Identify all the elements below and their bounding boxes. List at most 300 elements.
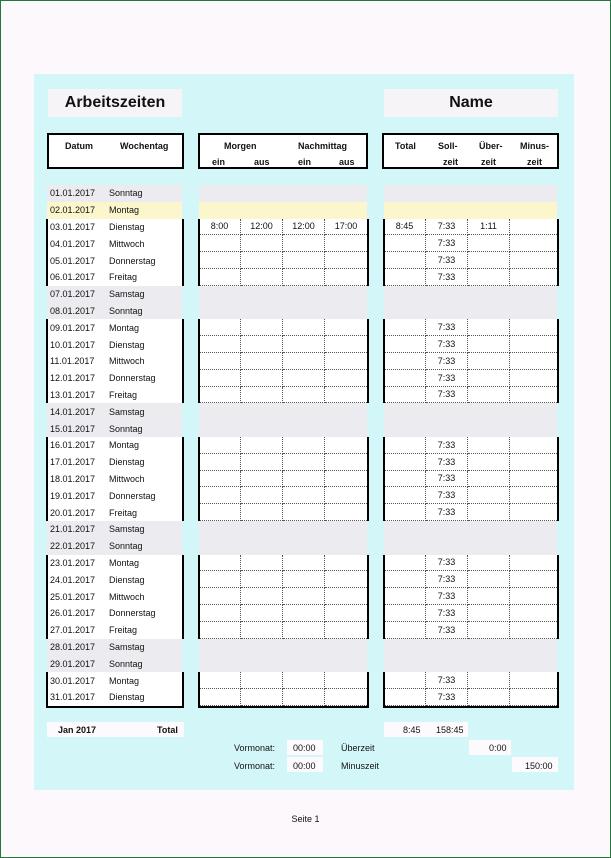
time-cell-m-in[interactable] xyxy=(199,353,241,370)
summary-cell-total: 8:45 xyxy=(384,219,426,236)
summary-cell-ueber xyxy=(468,622,510,639)
header-summary-block xyxy=(382,133,559,169)
row-weekday: Samstag xyxy=(109,289,145,300)
time-cell-m-out[interactable] xyxy=(241,353,283,370)
time-cell-m-in[interactable] xyxy=(199,672,241,689)
row-weekday: Mittwoch xyxy=(109,238,145,249)
table-bottom-border xyxy=(383,706,559,708)
summary-cell-soll: 7:33 xyxy=(426,672,468,689)
summary-row xyxy=(384,655,557,672)
time-cell-a-out[interactable] xyxy=(325,689,367,706)
time-cell-a-in[interactable] xyxy=(283,487,325,504)
date-row xyxy=(47,370,182,387)
row-date: 05.01.2017 xyxy=(50,255,96,266)
summary-total-label: Total xyxy=(157,725,178,735)
group-border xyxy=(46,672,48,706)
summary-cell-total xyxy=(384,487,426,504)
time-cell-m-in[interactable] xyxy=(199,504,241,521)
time-cell-a-in[interactable] xyxy=(283,672,325,689)
time-cell-m-out[interactable] xyxy=(241,689,283,706)
time-cell-m-in[interactable] xyxy=(199,336,241,353)
row-weekday: Dienstag xyxy=(109,221,145,232)
time-row xyxy=(199,639,367,656)
row-weekday: Dienstag xyxy=(109,574,145,585)
date-row xyxy=(47,403,182,420)
group-border xyxy=(557,672,559,706)
summary-cell-ueber xyxy=(468,387,510,404)
time-cell-a-in[interactable] xyxy=(283,504,325,521)
row-weekday: Donnerstag xyxy=(109,255,156,266)
summary-cell-soll: 7:33 xyxy=(426,504,468,521)
summary-cell-minus xyxy=(510,588,557,605)
group-border xyxy=(198,219,200,286)
summary-cell-soll: 7:33 xyxy=(426,571,468,588)
summary-cell-total xyxy=(384,672,426,689)
summary-cell-ueber xyxy=(468,504,510,521)
summary-soll-value: 158:45 xyxy=(436,725,464,735)
summary-cell-total xyxy=(384,605,426,622)
group-border xyxy=(182,555,184,639)
time-cell-m-out[interactable] xyxy=(241,487,283,504)
summary-cell-ueber xyxy=(468,588,510,605)
time-row xyxy=(199,538,367,555)
summary-cell-ueber xyxy=(468,689,510,706)
date-row xyxy=(47,689,182,706)
summary-cell-minus xyxy=(510,504,557,521)
summary-cell-total xyxy=(384,571,426,588)
time-cell-m-in[interactable] xyxy=(199,387,241,404)
summary-cell-minus xyxy=(510,471,557,488)
time-cell-m-out[interactable] xyxy=(241,269,283,286)
vormonat-value-1: 00:00 xyxy=(293,743,316,753)
time-cell-m-out[interactable] xyxy=(241,252,283,269)
summary-cell-minus xyxy=(510,387,557,404)
time-cell-a-in[interactable] xyxy=(283,353,325,370)
row-date: 09.01.2017 xyxy=(50,322,96,333)
time-cell-a-out[interactable]: 17:00 xyxy=(325,219,367,236)
row-weekday: Mittwoch xyxy=(109,356,145,367)
row-date: 07.01.2017 xyxy=(50,289,96,300)
summary-row xyxy=(384,538,557,555)
summary-cell-soll: 7:33 xyxy=(426,487,468,504)
date-row xyxy=(47,235,182,252)
row-weekday: Mittwoch xyxy=(109,473,145,484)
time-cell-m-out[interactable] xyxy=(241,571,283,588)
date-row xyxy=(47,487,182,504)
summary-cell-ueber xyxy=(468,370,510,387)
row-date: 18.01.2017 xyxy=(50,473,96,484)
group-border xyxy=(383,437,385,521)
row-date: 22.01.2017 xyxy=(50,541,96,552)
date-row xyxy=(47,185,182,202)
summary-cell-minus xyxy=(510,353,557,370)
row-date: 17.01.2017 xyxy=(50,457,96,468)
summary-cell-soll: 7:33 xyxy=(426,252,468,269)
summary-cell-minus xyxy=(510,689,557,706)
vormonat-label-2: Vormonat: xyxy=(234,761,276,771)
date-row xyxy=(47,303,182,320)
time-cell-m-in[interactable] xyxy=(199,235,241,252)
time-cell-m-out[interactable] xyxy=(241,454,283,471)
date-row xyxy=(47,202,182,219)
row-date: 30.01.2017 xyxy=(50,675,96,686)
summary-cell-total xyxy=(384,555,426,572)
row-date: 11.01.2017 xyxy=(50,356,95,367)
header-minus: Minus- xyxy=(520,141,549,151)
date-row xyxy=(47,353,182,370)
summary-cell-minus xyxy=(510,672,557,689)
summary-cell-total xyxy=(384,370,426,387)
time-cell-m-out[interactable] xyxy=(241,319,283,336)
row-date: 01.01.2017 xyxy=(50,188,96,199)
summary-cell-minus xyxy=(510,571,557,588)
row-date: 08.01.2017 xyxy=(50,305,96,316)
time-cell-m-in[interactable]: 8:00 xyxy=(199,219,241,236)
date-row xyxy=(47,555,182,572)
group-border xyxy=(198,672,200,706)
row-weekday: Donnerstag xyxy=(109,373,156,384)
time-row xyxy=(199,303,367,320)
row-date: 19.01.2017 xyxy=(50,490,96,501)
summary-cell-total xyxy=(384,387,426,404)
time-cell-a-out[interactable] xyxy=(325,370,367,387)
summary-row xyxy=(384,303,557,320)
time-cell-m-in[interactable] xyxy=(199,555,241,572)
summary-cell-soll: 7:33 xyxy=(426,437,468,454)
header-ein-2: ein xyxy=(298,157,312,167)
time-cell-m-out[interactable] xyxy=(241,672,283,689)
group-border xyxy=(557,437,559,521)
time-cell-m-out[interactable]: 12:00 xyxy=(241,219,283,236)
date-row xyxy=(47,454,182,471)
group-border xyxy=(182,437,184,521)
time-cell-m-in[interactable] xyxy=(199,252,241,269)
time-cell-a-out[interactable] xyxy=(325,269,367,286)
time-cell-a-out[interactable] xyxy=(325,588,367,605)
summary-cell-ueber xyxy=(468,672,510,689)
row-date: 10.01.2017 xyxy=(50,339,96,350)
summary-cell-soll: 7:33 xyxy=(426,219,468,236)
time-cell-a-in[interactable] xyxy=(283,689,325,706)
group-border xyxy=(182,219,184,286)
summary-cell-minus xyxy=(510,252,557,269)
summary-cell-total xyxy=(384,252,426,269)
time-row xyxy=(199,202,367,219)
header-total: Total xyxy=(395,141,416,151)
summary-cell-total xyxy=(384,588,426,605)
row-weekday: Montag xyxy=(109,322,140,333)
summary-cell-soll: 7:33 xyxy=(426,336,468,353)
row-date: 15.01.2017 xyxy=(50,423,96,434)
row-weekday: Montag xyxy=(109,205,140,216)
time-cell-m-out[interactable] xyxy=(241,387,283,404)
summary-cell-soll: 7:33 xyxy=(426,353,468,370)
time-cell-a-in[interactable] xyxy=(283,235,325,252)
summary-cell-minus xyxy=(510,555,557,572)
summary-cell-ueber xyxy=(468,437,510,454)
time-cell-a-in[interactable] xyxy=(283,252,325,269)
time-cell-m-out[interactable] xyxy=(241,471,283,488)
time-cell-m-in[interactable] xyxy=(199,269,241,286)
minuszeit-label: Minuszeit xyxy=(341,761,380,771)
summary-cell-minus xyxy=(510,454,557,471)
time-cell-a-in[interactable] xyxy=(283,454,325,471)
header-ueber: Über- xyxy=(479,141,503,151)
summary-cell-ueber xyxy=(468,252,510,269)
group-border xyxy=(383,555,385,639)
summary-cell-minus xyxy=(510,269,557,286)
row-weekday: Dienstag xyxy=(109,692,145,703)
time-cell-m-out[interactable] xyxy=(241,437,283,454)
row-weekday: Mittwoch xyxy=(109,591,145,602)
time-row xyxy=(199,286,367,303)
summary-cell-minus xyxy=(510,336,557,353)
group-border xyxy=(367,672,369,706)
date-row xyxy=(47,387,182,404)
date-row xyxy=(47,269,182,286)
summary-cell-total xyxy=(384,504,426,521)
time-cell-m-in[interactable] xyxy=(199,437,241,454)
time-cell-m-out[interactable] xyxy=(241,370,283,387)
time-cell-a-out[interactable] xyxy=(325,387,367,404)
time-cell-m-in[interactable] xyxy=(199,370,241,387)
time-cell-a-out[interactable] xyxy=(325,319,367,336)
time-cell-m-out[interactable] xyxy=(241,588,283,605)
time-cell-a-out[interactable] xyxy=(325,252,367,269)
date-row xyxy=(47,252,182,269)
summary-cell-soll: 7:33 xyxy=(426,605,468,622)
summary-cell-ueber xyxy=(468,571,510,588)
date-row xyxy=(47,655,182,672)
time-cell-a-out[interactable] xyxy=(325,487,367,504)
group-border xyxy=(182,319,184,403)
row-date: 20.01.2017 xyxy=(50,507,96,518)
summary-cell-soll: 7:33 xyxy=(426,689,468,706)
summary-row xyxy=(384,286,557,303)
table-bottom-border xyxy=(198,706,369,708)
row-weekday: Freitag xyxy=(109,625,138,636)
summary-row xyxy=(384,521,557,538)
row-date: 27.01.2017 xyxy=(50,625,96,636)
summary-cell-ueber xyxy=(468,487,510,504)
summary-row xyxy=(384,639,557,656)
sheet-title: Arbeitszeiten xyxy=(48,89,182,117)
row-weekday: Donnerstag xyxy=(109,490,156,501)
time-cell-m-in[interactable] xyxy=(199,571,241,588)
time-cell-a-in[interactable] xyxy=(283,588,325,605)
summary-cell-total xyxy=(384,454,426,471)
summary-cell-total xyxy=(384,622,426,639)
row-weekday: Sonntag xyxy=(109,541,143,552)
time-cell-a-in[interactable] xyxy=(283,370,325,387)
header-time-block xyxy=(198,133,368,169)
summary-cell-ueber xyxy=(468,605,510,622)
time-cell-a-in[interactable] xyxy=(283,622,325,639)
header-ueber-zeit: zeit xyxy=(481,157,497,167)
time-cell-m-in[interactable] xyxy=(199,471,241,488)
group-border xyxy=(367,437,369,521)
header-soll: Soll- xyxy=(438,141,458,151)
time-cell-a-out[interactable] xyxy=(325,672,367,689)
header-date-block xyxy=(47,133,184,169)
summary-row xyxy=(384,185,557,202)
summary-cell-soll: 7:33 xyxy=(426,454,468,471)
group-border xyxy=(557,319,559,403)
time-cell-a-out[interactable] xyxy=(325,555,367,572)
date-row xyxy=(47,286,182,303)
row-date: 23.01.2017 xyxy=(50,557,96,568)
row-date: 16.01.2017 xyxy=(50,440,96,451)
row-weekday: Freitag xyxy=(109,389,138,400)
time-cell-m-out[interactable] xyxy=(241,504,283,521)
time-cell-m-in[interactable] xyxy=(199,454,241,471)
time-cell-a-out[interactable] xyxy=(325,336,367,353)
time-cell-a-in[interactable] xyxy=(283,387,325,404)
row-weekday: Sonntag xyxy=(109,305,143,316)
time-cell-a-out[interactable] xyxy=(325,471,367,488)
date-row xyxy=(47,319,182,336)
summary-total-value: 8:45 xyxy=(403,725,421,735)
summary-cell-ueber xyxy=(468,454,510,471)
date-row xyxy=(47,420,182,437)
name-title: Name xyxy=(384,89,558,117)
time-cell-m-out[interactable] xyxy=(241,555,283,572)
time-cell-m-in[interactable] xyxy=(199,588,241,605)
header-aus-2: aus xyxy=(339,157,355,167)
group-border xyxy=(46,319,48,403)
row-date: 25.01.2017 xyxy=(50,591,96,602)
time-cell-a-out[interactable] xyxy=(325,454,367,471)
time-cell-m-out[interactable] xyxy=(241,605,283,622)
row-date: 28.01.2017 xyxy=(50,641,96,652)
summary-cell-ueber xyxy=(468,319,510,336)
row-weekday: Montag xyxy=(109,557,140,568)
summary-cell-minus xyxy=(510,219,557,236)
time-cell-a-out[interactable] xyxy=(325,235,367,252)
row-date: 14.01.2017 xyxy=(50,406,96,417)
date-row xyxy=(47,521,182,538)
row-weekday: Sonntag xyxy=(109,188,143,199)
time-cell-a-in[interactable] xyxy=(283,571,325,588)
row-weekday: Montag xyxy=(109,440,140,451)
time-cell-m-out[interactable] xyxy=(241,235,283,252)
time-cell-m-out[interactable] xyxy=(241,336,283,353)
page-footer: Seite 1 xyxy=(291,814,320,824)
time-cell-a-out[interactable] xyxy=(325,504,367,521)
time-cell-a-in[interactable]: 12:00 xyxy=(283,219,325,236)
header-datum: Datum xyxy=(65,141,94,151)
time-cell-a-in[interactable] xyxy=(283,471,325,488)
time-cell-a-in[interactable] xyxy=(283,555,325,572)
group-border xyxy=(46,555,48,639)
summary-row xyxy=(384,202,557,219)
summary-row xyxy=(384,420,557,437)
summary-cell-soll: 7:33 xyxy=(426,235,468,252)
time-cell-m-in[interactable] xyxy=(199,319,241,336)
header-minus-zeit: zeit xyxy=(527,157,543,167)
date-row xyxy=(47,588,182,605)
summary-cell-total xyxy=(384,235,426,252)
ueberzeit-value: 0:00 xyxy=(489,743,507,753)
group-border xyxy=(198,555,200,639)
row-weekday: Dienstag xyxy=(109,457,145,468)
group-border xyxy=(198,319,200,403)
time-row xyxy=(199,655,367,672)
time-cell-m-in[interactable] xyxy=(199,622,241,639)
summary-cell-ueber: 1:11 xyxy=(468,219,510,236)
time-cell-a-out[interactable] xyxy=(325,605,367,622)
time-cell-a-in[interactable] xyxy=(283,336,325,353)
date-row xyxy=(47,538,182,555)
summary-cell-soll: 7:33 xyxy=(426,471,468,488)
header-wochentag: Wochentag xyxy=(120,141,169,151)
date-row xyxy=(47,219,182,236)
summary-cell-soll: 7:33 xyxy=(426,588,468,605)
group-border xyxy=(46,219,48,286)
group-border xyxy=(367,555,369,639)
group-border xyxy=(557,555,559,639)
group-border xyxy=(383,219,385,286)
time-cell-a-in[interactable] xyxy=(283,437,325,454)
time-cell-a-out[interactable] xyxy=(325,571,367,588)
row-weekday: Samstag xyxy=(109,524,145,535)
time-row xyxy=(199,420,367,437)
row-weekday: Samstag xyxy=(109,641,145,652)
time-row xyxy=(199,521,367,538)
summary-cell-soll: 7:33 xyxy=(426,370,468,387)
header-soll-zeit: zeit xyxy=(443,157,459,167)
date-row xyxy=(47,471,182,488)
vormonat-label-1: Vormonat: xyxy=(234,743,276,753)
table-bottom-border xyxy=(46,706,184,708)
time-cell-m-in[interactable] xyxy=(199,689,241,706)
summary-cell-minus xyxy=(510,605,557,622)
row-date: 06.01.2017 xyxy=(50,272,96,283)
time-cell-a-in[interactable] xyxy=(283,605,325,622)
date-row xyxy=(47,336,182,353)
summary-cell-soll: 7:33 xyxy=(426,319,468,336)
row-date: 02.01.2017 xyxy=(50,205,96,216)
summary-cell-minus xyxy=(510,437,557,454)
summary-month: Jan 2017 xyxy=(58,725,97,735)
time-cell-a-out[interactable] xyxy=(325,437,367,454)
header-morgen: Morgen xyxy=(224,141,257,151)
date-row xyxy=(47,622,182,639)
date-row xyxy=(47,571,182,588)
time-cell-m-in[interactable] xyxy=(199,605,241,622)
minuszeit-value: 150:00 xyxy=(525,761,553,771)
time-cell-m-out[interactable] xyxy=(241,622,283,639)
row-weekday: Donnerstag xyxy=(109,608,156,619)
time-cell-m-in[interactable] xyxy=(199,487,241,504)
row-date: 31.01.2017 xyxy=(50,692,96,703)
time-cell-a-in[interactable] xyxy=(283,319,325,336)
row-weekday: Freitag xyxy=(109,272,138,283)
date-row xyxy=(47,605,182,622)
summary-cell-total xyxy=(384,336,426,353)
group-border xyxy=(557,219,559,286)
summary-cell-soll: 7:33 xyxy=(426,269,468,286)
time-cell-a-in[interactable] xyxy=(283,269,325,286)
time-cell-a-out[interactable] xyxy=(325,622,367,639)
row-weekday: Sonntag xyxy=(109,423,143,434)
summary-cell-soll: 7:33 xyxy=(426,555,468,572)
row-date: 12.01.2017 xyxy=(50,373,96,384)
time-cell-a-out[interactable] xyxy=(325,353,367,370)
date-row xyxy=(47,437,182,454)
summary-cell-ueber xyxy=(468,269,510,286)
vormonat-value-2: 00:00 xyxy=(293,761,316,771)
